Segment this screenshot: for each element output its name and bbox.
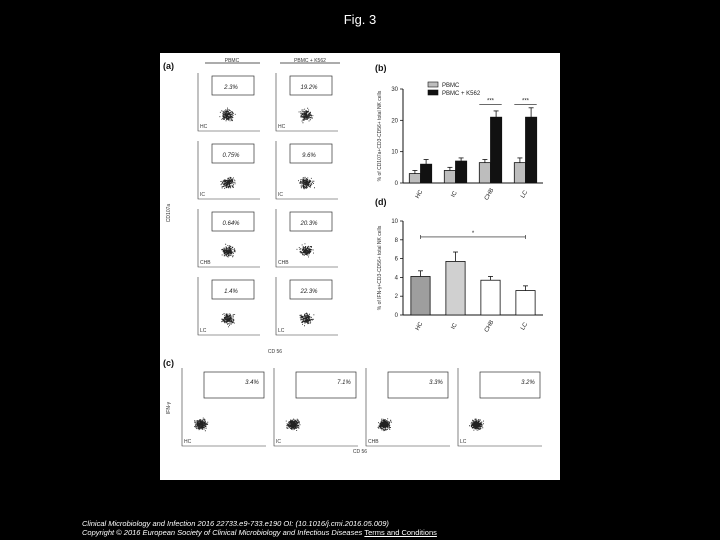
figure-title: Fig. 3 <box>343 12 377 27</box>
dot-plot <box>276 277 338 335</box>
gate-percentage: 7.1% <box>337 380 351 386</box>
panel-a-x-axis: CD 56 <box>267 349 283 355</box>
panel-b-label: (b) <box>375 63 387 73</box>
bar <box>514 163 525 183</box>
bar <box>446 261 465 315</box>
figure-svg <box>160 53 560 480</box>
significance-label: *** <box>521 98 530 105</box>
plot-events <box>219 108 235 122</box>
dot-plot <box>198 73 260 131</box>
bar <box>526 117 537 183</box>
panel-a-y-axis: CD107a <box>166 203 172 223</box>
x-tick-label: CHB <box>483 319 496 334</box>
gate-percentage: 3.3% <box>429 380 443 386</box>
col-header-k562: PBMC + K562 <box>294 58 326 64</box>
plot-events <box>221 244 235 258</box>
legend-label: PBMC + K562 <box>442 91 481 97</box>
y-axis-label: % of IFN-γ+CD3-CD56+ total NK cells <box>377 225 383 311</box>
group-label: LC <box>278 328 285 334</box>
plot-axes <box>276 141 338 199</box>
dot-plot <box>276 141 338 199</box>
plot-axes <box>276 73 338 131</box>
gate-percentage: 20.3% <box>300 221 318 227</box>
plot-axes <box>198 141 260 199</box>
panel-c-x-axis: CD 56 <box>352 449 368 455</box>
panel-c-row <box>182 368 542 446</box>
panel-d-label: (d) <box>375 197 387 207</box>
significance-label: *** <box>486 98 495 105</box>
x-tick-label: HC <box>414 321 425 332</box>
group-label: IC <box>200 192 205 198</box>
y-tick-label: 10 <box>391 149 398 156</box>
bar <box>456 161 467 183</box>
y-tick-label: 6 <box>394 256 398 263</box>
caption-citation: Clinical Microbiology and Infection 2016 22733.e9-733.e190 OI: (10.1016/j.cmi.2016.05.009) <box>82 519 389 528</box>
bar <box>444 170 455 183</box>
y-tick-label: 10 <box>391 219 398 225</box>
bar <box>481 280 500 315</box>
significance-label: * <box>471 230 475 237</box>
plot-axes <box>276 209 338 267</box>
chart-b <box>377 82 543 201</box>
bar <box>421 164 432 183</box>
plot-events <box>298 177 315 189</box>
y-tick-label: 0 <box>394 313 398 319</box>
bar <box>479 163 490 183</box>
gate-percentage: 9.6% <box>302 153 316 159</box>
y-tick-label: 20 <box>391 118 398 125</box>
plot-events <box>378 418 392 431</box>
plot-events <box>469 419 484 431</box>
gate-percentage: 22.3% <box>300 289 318 295</box>
legend-swatch <box>428 82 438 87</box>
gate-percentage: 0.75% <box>222 153 240 159</box>
dot-plot <box>198 209 260 267</box>
panel-a-label: (a) <box>163 61 174 71</box>
plot-axes <box>198 209 260 267</box>
gate-percentage: 19.2% <box>300 85 318 91</box>
caption-copyright: Copyright © 2016 European Society of Clinical Microbiology and Infectious Diseases <box>82 528 363 537</box>
panel-c-label: (c) <box>163 358 174 368</box>
panel-c-y-axis: IFN-γ <box>166 401 172 415</box>
x-tick-label: HC <box>414 189 425 200</box>
legend-swatch <box>428 90 438 95</box>
col-header-pbmc: PBMC <box>224 58 240 64</box>
y-axis-label: % of CD107a+CD3-CD56+ total NK cells <box>377 90 383 182</box>
plot-events <box>300 313 315 327</box>
plot-axes <box>198 73 260 131</box>
gate-percentage: 2.3% <box>224 85 238 91</box>
dot-plot <box>276 209 338 267</box>
panel-a-grid <box>198 73 338 335</box>
bar <box>411 276 430 315</box>
y-tick-label: 4 <box>394 275 398 282</box>
plot-axes <box>198 277 260 335</box>
y-tick-label: 30 <box>391 87 398 93</box>
bar <box>409 174 420 183</box>
x-tick-label: IC <box>450 322 459 331</box>
bar <box>491 117 502 183</box>
gate-percentage: 0.64% <box>222 221 240 227</box>
y-tick-label: 2 <box>394 294 398 301</box>
legend-label: PBMC <box>442 83 460 89</box>
dot-plot <box>276 73 338 131</box>
group-label: LC <box>200 328 207 334</box>
dot-plot <box>198 277 260 335</box>
x-tick-label: CHB <box>483 187 496 202</box>
figure-image <box>160 53 560 480</box>
group-label: HC <box>278 124 286 130</box>
gate-percentage: 3.2% <box>521 380 535 386</box>
x-tick-label: LC <box>520 189 530 200</box>
plot-axes <box>276 277 338 335</box>
plot-events <box>286 419 301 431</box>
group-label: CHB <box>368 439 379 445</box>
y-tick-label: 8 <box>394 237 398 244</box>
plot-events <box>220 177 235 189</box>
group-label: LC <box>460 439 467 445</box>
x-tick-label: IC <box>450 190 459 199</box>
bar <box>516 291 535 315</box>
gate-percentage: 1.4% <box>224 289 238 295</box>
plot-events <box>221 313 235 327</box>
x-tick-label: LC <box>520 321 530 332</box>
plot-events <box>299 108 314 123</box>
dot-plot <box>198 141 260 199</box>
y-tick-label: 0 <box>394 181 398 187</box>
group-label: HC <box>184 439 192 445</box>
group-label: IC <box>278 192 283 198</box>
figure-caption <box>82 519 642 537</box>
gate-percentage: 3.4% <box>245 380 259 386</box>
plot-events <box>194 418 208 432</box>
group-label: CHB <box>200 260 211 266</box>
plot-events <box>297 243 315 257</box>
chart-d <box>377 219 543 333</box>
terms-link[interactable]: Terms and Conditions <box>364 528 437 537</box>
group-label: IC <box>276 439 281 445</box>
group-label: CHB <box>278 260 289 266</box>
group-label: HC <box>200 124 208 130</box>
